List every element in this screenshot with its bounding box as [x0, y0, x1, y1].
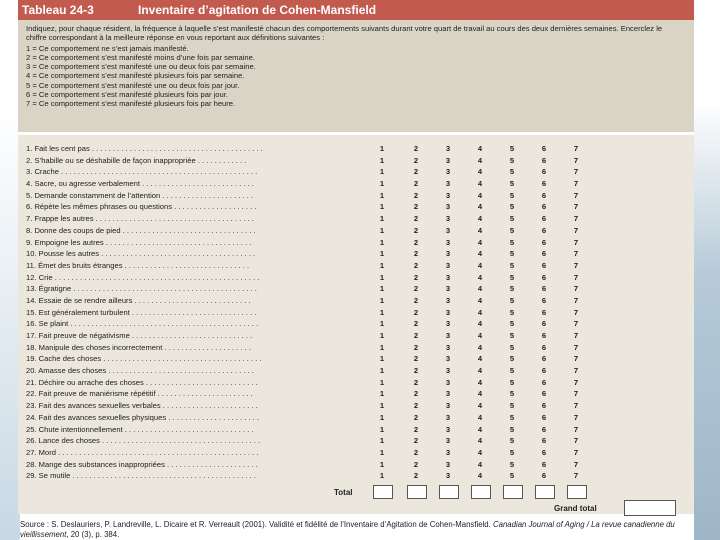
behaviour-row	[18, 295, 694, 307]
frequency-option[interactable]: 1	[379, 260, 385, 270]
frequency-option[interactable]: 2	[413, 342, 419, 352]
frequency-option[interactable]: 4	[477, 354, 483, 364]
scale-item: 6 = Ce comportement s’est manifesté plusieurs fois par jour.	[26, 90, 228, 100]
frequency-option[interactable]: 5	[509, 366, 515, 376]
behaviour-label: 8. Donne des coups de pied . . . . . . . . . . . . . . . . . . . . . . . . . . . . . . . .	[26, 225, 256, 235]
frequency-option[interactable]: 6	[541, 412, 547, 422]
frequency-option[interactable]: 4	[477, 447, 483, 457]
frequency-option[interactable]: 7	[573, 471, 579, 481]
behaviour-label: 22. Fait preuve de maniérisme répétitif . . . . . . . . . . . . . . . . . . . . . . .	[26, 389, 253, 399]
frequency-option[interactable]: 2	[413, 237, 419, 247]
frequency-option[interactable]: 1	[379, 342, 385, 352]
frequency-option[interactable]: 3	[445, 179, 451, 189]
frequency-option[interactable]: 1	[379, 377, 385, 387]
column-total-box[interactable]	[535, 485, 555, 499]
frequency-option[interactable]: 4	[477, 436, 483, 446]
frequency-option[interactable]: 6	[541, 389, 547, 399]
behaviour-row	[18, 318, 694, 330]
behaviour-row	[18, 272, 694, 284]
frequency-option[interactable]: 3	[445, 354, 451, 364]
frequency-option[interactable]: 4	[477, 214, 483, 224]
frequency-option[interactable]: 5	[509, 331, 515, 340]
frequency-option[interactable]: 4	[477, 366, 483, 376]
frequency-option[interactable]: 1	[379, 155, 385, 165]
behaviour-row	[18, 178, 694, 190]
frequency-option[interactable]: 3	[445, 401, 451, 411]
behaviour-label: 21. Déchire ou arrache des choses . . . . . . . . . . . . . . . . . . . . . . . . . . .	[26, 377, 258, 387]
frequency-option[interactable]: 6	[541, 436, 547, 446]
frequency-option[interactable]: 1	[379, 331, 385, 340]
frequency-option[interactable]: 6	[541, 342, 547, 352]
frequency-option[interactable]: 7	[573, 436, 579, 446]
frequency-option[interactable]: 2	[413, 366, 419, 376]
frequency-option[interactable]: 3	[445, 144, 451, 153]
frequency-option[interactable]: 4	[477, 389, 483, 399]
frequency-option[interactable]: 3	[445, 459, 451, 469]
frequency-option[interactable]: 5	[509, 237, 515, 247]
totals-area	[18, 485, 694, 515]
frequency-option[interactable]: 5	[509, 424, 515, 434]
behaviour-row	[18, 435, 694, 447]
frequency-option[interactable]: 6	[541, 331, 547, 340]
behaviour-label: 9. Empoigne les autres . . . . . . . . . . . . . . . . . . . . . . . . . . . . . . . . . . .	[26, 237, 252, 247]
frequency-option[interactable]: 7	[573, 249, 579, 259]
frequency-option[interactable]: 6	[541, 459, 547, 469]
frequency-option[interactable]: 6	[541, 190, 547, 200]
behaviour-label: 27. Mord . . . . . . . . . . . . . . . . . . . . . . . . . . . . . . . . . . . . . . . . . . . . . . . .	[26, 447, 259, 457]
frequency-option[interactable]: 6	[541, 424, 547, 434]
behaviour-row	[18, 365, 694, 377]
frequency-option[interactable]: 5	[509, 401, 515, 411]
frequency-option[interactable]: 4	[477, 249, 483, 259]
frequency-option[interactable]: 3	[445, 202, 451, 212]
frequency-option[interactable]: 2	[413, 202, 419, 212]
frequency-option[interactable]: 5	[509, 447, 515, 457]
frequency-option[interactable]: 2	[413, 167, 419, 177]
table-title-bar	[18, 0, 694, 20]
frequency-option[interactable]: 3	[445, 190, 451, 200]
frequency-option[interactable]: 2	[413, 260, 419, 270]
frequency-option[interactable]: 7	[573, 167, 579, 177]
behaviour-label: 17. Fait preuve de négativisme . . . . . . . . . . . . . . . . . . . . . . . . . . . . .	[26, 331, 253, 340]
column-total-box[interactable]	[439, 485, 459, 499]
frequency-option[interactable]: 4	[477, 424, 483, 434]
frequency-option[interactable]: 3	[445, 471, 451, 481]
column-total-box[interactable]	[503, 485, 523, 499]
behaviour-row	[18, 166, 694, 178]
behaviour-label: 18. Manipule des choses incorrectement . . . . . . . . . . . . . . . . . . . . .	[26, 342, 251, 352]
behaviour-row	[18, 248, 694, 260]
frequency-option[interactable]: 5	[509, 436, 515, 446]
frequency-option[interactable]: 2	[413, 307, 419, 317]
instructions-box	[18, 20, 694, 132]
behaviour-row	[18, 447, 694, 459]
frequency-option[interactable]: 2	[413, 295, 419, 305]
frequency-option[interactable]: 7	[573, 214, 579, 224]
frequency-option[interactable]: 6	[541, 401, 547, 411]
frequency-option[interactable]: 2	[413, 155, 419, 165]
frequency-option[interactable]: 1	[379, 202, 385, 212]
behaviour-label: 24. Fait des avances sexuelles physiques . . . . . . . . . . . . . . . . . . . . . .	[26, 412, 259, 422]
frequency-option[interactable]: 4	[477, 284, 483, 294]
frequency-option[interactable]: 5	[509, 354, 515, 364]
behaviour-label: 20. Amasse des choses . . . . . . . . . . . . . . . . . . . . . . . . . . . . . . . . . . .	[26, 366, 254, 376]
frequency-option[interactable]: 3	[445, 342, 451, 352]
frequency-option[interactable]: 4	[477, 237, 483, 247]
behaviour-row	[18, 353, 694, 365]
frequency-option[interactable]: 4	[477, 295, 483, 305]
frequency-option[interactable]: 2	[413, 389, 419, 399]
frequency-option[interactable]: 7	[573, 331, 579, 340]
grand-total-label: Grand total	[554, 504, 597, 513]
frequency-option[interactable]: 3	[445, 272, 451, 282]
frequency-option[interactable]: 3	[445, 389, 451, 399]
frequency-option[interactable]: 3	[445, 447, 451, 457]
frequency-option[interactable]: 7	[573, 447, 579, 457]
frequency-option[interactable]: 2	[413, 377, 419, 387]
frequency-option[interactable]: 1	[379, 319, 385, 329]
behaviour-label: 12. Crie . . . . . . . . . . . . . . . . . . . . . . . . . . . . . . . . . . . . . . . . . . . . . . . . .	[26, 272, 260, 282]
frequency-option[interactable]: 6	[541, 447, 547, 457]
frequency-option[interactable]: 6	[541, 366, 547, 376]
frequency-option[interactable]: 7	[573, 272, 579, 282]
frequency-option[interactable]: 1	[379, 179, 385, 189]
frequency-option[interactable]: 6	[541, 260, 547, 270]
frequency-option[interactable]: 6	[541, 237, 547, 247]
behaviour-row	[18, 283, 694, 295]
frequency-option[interactable]: 3	[445, 424, 451, 434]
column-total-box[interactable]	[407, 485, 427, 499]
frequency-option[interactable]: 4	[477, 190, 483, 200]
frequency-option[interactable]: 6	[541, 307, 547, 317]
column-total-box[interactable]	[471, 485, 491, 499]
frequency-option[interactable]: 5	[509, 295, 515, 305]
frequency-option[interactable]: 1	[379, 237, 385, 247]
frequency-option[interactable]: 6	[541, 249, 547, 259]
frequency-option[interactable]: 2	[413, 249, 419, 259]
behaviour-label: 29. Se mutile . . . . . . . . . . . . . . . . . . . . . . . . . . . . . . . . . . . . . . . . . . . .	[26, 471, 256, 481]
frequency-option[interactable]: 5	[509, 342, 515, 352]
slide-left-band	[0, 0, 20, 540]
frequency-option[interactable]: 3	[445, 319, 451, 329]
frequency-option[interactable]: 1	[379, 225, 385, 235]
frequency-option[interactable]: 5	[509, 319, 515, 329]
frequency-option[interactable]: 3	[445, 225, 451, 235]
behaviour-row	[18, 400, 694, 412]
behaviour-label: 10. Pousse les autres . . . . . . . . . . . . . . . . . . . . . . . . . . . . . . . . . . . . .	[26, 249, 256, 259]
frequency-option[interactable]: 4	[477, 319, 483, 329]
frequency-option[interactable]: 3	[445, 366, 451, 376]
frequency-option[interactable]: 1	[379, 459, 385, 469]
frequency-option[interactable]: 4	[477, 260, 483, 270]
source-details: , 20 (3), p. 384.	[66, 530, 120, 539]
frequency-option[interactable]: 6	[541, 202, 547, 212]
frequency-option[interactable]: 1	[379, 144, 385, 153]
frequency-option[interactable]: 3	[445, 155, 451, 165]
frequency-option[interactable]: 7	[573, 319, 579, 329]
frequency-option[interactable]: 5	[509, 412, 515, 422]
behaviour-label: 6. Répète les mêmes phrases ou questions . . . . . . . . . . . . . . . . . . . .	[26, 202, 257, 212]
source-text: Source : S. Deslauriers, P. Landreville, L. Dicaire et R. Verreault (2001). Validité et fidélité de l’Inventaire d’Agitation de Cohen-Mansfield.	[20, 520, 493, 529]
frequency-option[interactable]: 2	[413, 354, 419, 364]
frequency-option[interactable]: 3	[445, 377, 451, 387]
frequency-option[interactable]: 4	[477, 307, 483, 317]
frequency-option[interactable]: 4	[477, 459, 483, 469]
frequency-option[interactable]: 7	[573, 366, 579, 376]
frequency-option[interactable]: 7	[573, 342, 579, 352]
frequency-option[interactable]: 7	[573, 389, 579, 399]
frequency-option[interactable]: 2	[413, 424, 419, 434]
frequency-option[interactable]: 3	[445, 214, 451, 224]
frequency-option[interactable]: 4	[477, 331, 483, 340]
behaviour-label: 11. Émet des bruits étranges . . . . . . . . . . . . . . . . . . . . . . . . . . . . . .	[26, 260, 250, 270]
frequency-option[interactable]: 2	[413, 214, 419, 224]
frequency-option[interactable]: 5	[509, 260, 515, 270]
behaviour-label: 3. Crache . . . . . . . . . . . . . . . . . . . . . . . . . . . . . . . . . . . . . . . . . . . . . . .	[26, 167, 258, 177]
frequency-option[interactable]: 2	[413, 412, 419, 422]
frequency-option[interactable]: 4	[477, 471, 483, 481]
frequency-option[interactable]: 3	[445, 331, 451, 340]
behaviour-row	[18, 190, 694, 202]
frequency-option[interactable]: 1	[379, 190, 385, 200]
frequency-option[interactable]: 6	[541, 225, 547, 235]
frequency-option[interactable]: 5	[509, 202, 515, 212]
table-number: Tableau 24-3	[22, 3, 94, 17]
frequency-option[interactable]: 5	[509, 377, 515, 387]
frequency-option[interactable]: 7	[573, 284, 579, 294]
behaviour-label: 16. Se plaint . . . . . . . . . . . . . . . . . . . . . . . . . . . . . . . . . . . . . . . . . . . . .	[26, 319, 259, 329]
behaviour-label: 2. S’habille ou se déshabille de façon inappropriée . . . . . . . . . . . .	[26, 155, 247, 165]
frequency-option[interactable]: 1	[379, 471, 385, 481]
frequency-option[interactable]: 3	[445, 260, 451, 270]
frequency-option[interactable]: 5	[509, 144, 515, 153]
scale-item: 2 = Ce comportement s’est manifesté moins d’une fois par semaine.	[26, 52, 255, 62]
frequency-option[interactable]: 2	[413, 179, 419, 189]
frequency-option[interactable]: 3	[445, 284, 451, 294]
frequency-option[interactable]: 7	[573, 424, 579, 434]
scale-item: 1 = Ce comportement ne s’est jamais manifesté.	[26, 43, 189, 53]
behaviour-row	[18, 213, 694, 225]
frequency-option[interactable]: 2	[413, 471, 419, 481]
behaviour-rows	[18, 143, 694, 482]
frequency-option[interactable]: 2	[413, 447, 419, 457]
behaviour-label: 25. Chute intentionnellement . . . . . . . . . . . . . . . . . . . . . . . . . . . . . . .	[26, 424, 254, 434]
frequency-option[interactable]: 6	[541, 214, 547, 224]
behaviour-label: 23. Fait des avances sexuelles verbales . . . . . . . . . . . . . . . . . . . . . . .	[26, 401, 258, 411]
frequency-option[interactable]: 6	[541, 319, 547, 329]
scale-item: 3 = Ce comportement s’est manifesté une ou deux fois par semaine.	[26, 62, 256, 72]
behaviour-row	[18, 459, 694, 471]
behaviour-row	[18, 260, 694, 272]
behaviour-label: 28. Mange des substances inappropriées . . . . . . . . . . . . . . . . . . . . . .	[26, 459, 258, 469]
frequency-option[interactable]: 1	[379, 424, 385, 434]
behaviour-row	[18, 412, 694, 424]
frequency-option[interactable]: 2	[413, 284, 419, 294]
frequency-option[interactable]: 1	[379, 295, 385, 305]
frequency-option[interactable]: 5	[509, 307, 515, 317]
frequency-option[interactable]: 2	[413, 459, 419, 469]
frequency-option[interactable]: 4	[477, 179, 483, 189]
behaviour-row	[18, 330, 694, 342]
frequency-option[interactable]: 1	[379, 214, 385, 224]
frequency-option[interactable]: 5	[509, 459, 515, 469]
frequency-option[interactable]: 7	[573, 237, 579, 247]
scale-item: 4 = Ce comportement s’est manifesté plusieurs fois par semaine.	[26, 71, 245, 81]
frequency-option[interactable]: 6	[541, 354, 547, 364]
behaviour-label: 26. Lance des choses . . . . . . . . . . . . . . . . . . . . . . . . . . . . . . . . . . . . . .	[26, 436, 261, 446]
frequency-option[interactable]: 7	[573, 225, 579, 235]
frequency-option[interactable]: 3	[445, 249, 451, 259]
frequency-option[interactable]: 3	[445, 412, 451, 422]
frequency-option[interactable]: 3	[445, 237, 451, 247]
frequency-option[interactable]: 7	[573, 179, 579, 189]
behaviour-label: 15. Est généralement turbulent . . . . . . . . . . . . . . . . . . . . . . . . . . . . . .	[26, 307, 257, 317]
frequency-option[interactable]: 6	[541, 272, 547, 282]
behaviour-row	[18, 307, 694, 319]
frequency-option[interactable]: 5	[509, 225, 515, 235]
frequency-option[interactable]: 1	[379, 366, 385, 376]
frequency-option[interactable]: 5	[509, 284, 515, 294]
frequency-option[interactable]: 1	[379, 389, 385, 399]
frequency-option[interactable]: 7	[573, 155, 579, 165]
frequency-option[interactable]: 6	[541, 144, 547, 153]
frequency-option[interactable]: 3	[445, 295, 451, 305]
frequency-option[interactable]: 7	[573, 202, 579, 212]
frequency-option[interactable]: 2	[413, 331, 419, 340]
frequency-option[interactable]: 2	[413, 225, 419, 235]
frequency-option[interactable]: 2	[413, 401, 419, 411]
behaviour-row	[18, 143, 694, 155]
frequency-option[interactable]: 1	[379, 249, 385, 259]
frequency-option[interactable]: 2	[413, 144, 419, 153]
frequency-option[interactable]: 6	[541, 471, 547, 481]
frequency-option[interactable]: 5	[509, 272, 515, 282]
frequency-option[interactable]: 4	[477, 225, 483, 235]
frequency-option[interactable]: 4	[477, 167, 483, 177]
behaviour-row	[18, 424, 694, 436]
behaviour-label: 5. Demande constamment de l’attention . . . . . . . . . . . . . . . . . . . . . .	[26, 190, 254, 200]
frequency-option[interactable]: 5	[509, 179, 515, 189]
total-label: Total	[334, 488, 353, 497]
frequency-option[interactable]: 7	[573, 144, 579, 153]
frequency-option[interactable]: 2	[413, 272, 419, 282]
frequency-option[interactable]: 6	[541, 179, 547, 189]
frequency-option[interactable]: 2	[413, 436, 419, 446]
frequency-option[interactable]: 6	[541, 377, 547, 387]
frequency-option[interactable]: 1	[379, 167, 385, 177]
frequency-option[interactable]: 4	[477, 401, 483, 411]
frequency-option[interactable]: 5	[509, 471, 515, 481]
frequency-option[interactable]: 4	[477, 155, 483, 165]
frequency-option[interactable]: 7	[573, 412, 579, 422]
frequency-option[interactable]: 3	[445, 436, 451, 446]
frequency-option[interactable]: 4	[477, 377, 483, 387]
frequency-option[interactable]: 1	[379, 272, 385, 282]
frequency-option[interactable]: 6	[541, 284, 547, 294]
grand-total-box[interactable]	[624, 500, 676, 516]
frequency-option[interactable]: 7	[573, 401, 579, 411]
frequency-option[interactable]: 1	[379, 284, 385, 294]
frequency-option[interactable]: 5	[509, 249, 515, 259]
frequency-option[interactable]: 7	[573, 190, 579, 200]
behaviour-row	[18, 201, 694, 213]
frequency-option[interactable]: 1	[379, 412, 385, 422]
column-total-box[interactable]	[373, 485, 393, 499]
behaviour-row	[18, 342, 694, 354]
frequency-option[interactable]: 7	[573, 377, 579, 387]
behaviour-row	[18, 237, 694, 249]
scale-item: 7 = Ce comportement s’est manifesté plusieurs fois par heure.	[26, 99, 236, 109]
source-journal: Canadian Journal of Aging / La revue canadienne du vieillissement	[20, 520, 675, 539]
frequency-option[interactable]: 1	[379, 354, 385, 364]
frequency-option[interactable]: 7	[573, 260, 579, 270]
behaviour-row	[18, 377, 694, 389]
frequency-option[interactable]: 4	[477, 202, 483, 212]
frequency-option[interactable]: 4	[477, 342, 483, 352]
frequency-option[interactable]: 2	[413, 319, 419, 329]
column-total-box[interactable]	[567, 485, 587, 499]
behaviour-row	[18, 225, 694, 237]
frequency-option[interactable]: 5	[509, 389, 515, 399]
frequency-option[interactable]: 5	[509, 167, 515, 177]
frequency-option[interactable]: 7	[573, 307, 579, 317]
frequency-scale	[26, 44, 694, 109]
frequency-option[interactable]: 4	[477, 272, 483, 282]
source-citation	[20, 520, 692, 540]
frequency-option[interactable]: 4	[477, 144, 483, 153]
frequency-option[interactable]: 4	[477, 412, 483, 422]
behaviour-checklist	[18, 132, 694, 514]
frequency-option[interactable]: 6	[541, 167, 547, 177]
frequency-option[interactable]: 7	[573, 459, 579, 469]
behaviour-label: 7. Frappe les autres . . . . . . . . . . . . . . . . . . . . . . . . . . . . . . . . . . . . . .	[26, 214, 254, 224]
behaviour-label: 4. Sacre, ou agresse verbalement . . . . . . . . . . . . . . . . . . . . . . . . . . .	[26, 179, 254, 189]
frequency-option[interactable]: 6	[541, 295, 547, 305]
frequency-option[interactable]: 7	[573, 295, 579, 305]
frequency-option[interactable]: 7	[573, 354, 579, 364]
table-title: Inventaire d’agitation de Cohen-Mansfield	[138, 3, 377, 17]
scale-item: 5 = Ce comportement s’est manifesté une ou deux fois par jour.	[26, 80, 240, 90]
behaviour-row	[18, 388, 694, 400]
frequency-option[interactable]: 3	[445, 307, 451, 317]
slide-right-band	[694, 100, 720, 540]
frequency-option[interactable]: 1	[379, 307, 385, 317]
behaviour-row	[18, 155, 694, 167]
frequency-option[interactable]: 5	[509, 190, 515, 200]
frequency-option[interactable]: 1	[379, 436, 385, 446]
behaviour-label: 19. Cache des choses . . . . . . . . . . . . . . . . . . . . . . . . . . . . . . . . . . . . . .	[26, 354, 262, 364]
frequency-option[interactable]: 5	[509, 214, 515, 224]
frequency-option[interactable]: 3	[445, 167, 451, 177]
instructions-intro: Indiquez, pour chaque résident, la fréquence à laquelle s’est manifesté chacun des comportements suivants durant votre quart de travail au cours des deux dernières semaines. Encerclez le chiffre correspondant à la meilleure réponse en vous reportant aux définitions suivantes :	[26, 24, 663, 43]
behaviour-label: 14. Essaie de se rendre ailleurs . . . . . . . . . . . . . . . . . . . . . . . . . . . .	[26, 295, 251, 305]
behaviour-label: 13. Égratigne . . . . . . . . . . . . . . . . . . . . . . . . . . . . . . . . . . . . . . . . . . . .	[26, 284, 257, 294]
behaviour-row	[18, 470, 694, 482]
frequency-option[interactable]: 1	[379, 447, 385, 457]
frequency-option[interactable]: 1	[379, 401, 385, 411]
frequency-option[interactable]: 5	[509, 155, 515, 165]
frequency-option[interactable]: 2	[413, 190, 419, 200]
behaviour-label: 1. Fait les cent pas . . . . . . . . . . . . . . . . . . . . . . . . . . . . . . . . . . . . . . . . .	[26, 144, 263, 153]
frequency-option[interactable]: 6	[541, 155, 547, 165]
